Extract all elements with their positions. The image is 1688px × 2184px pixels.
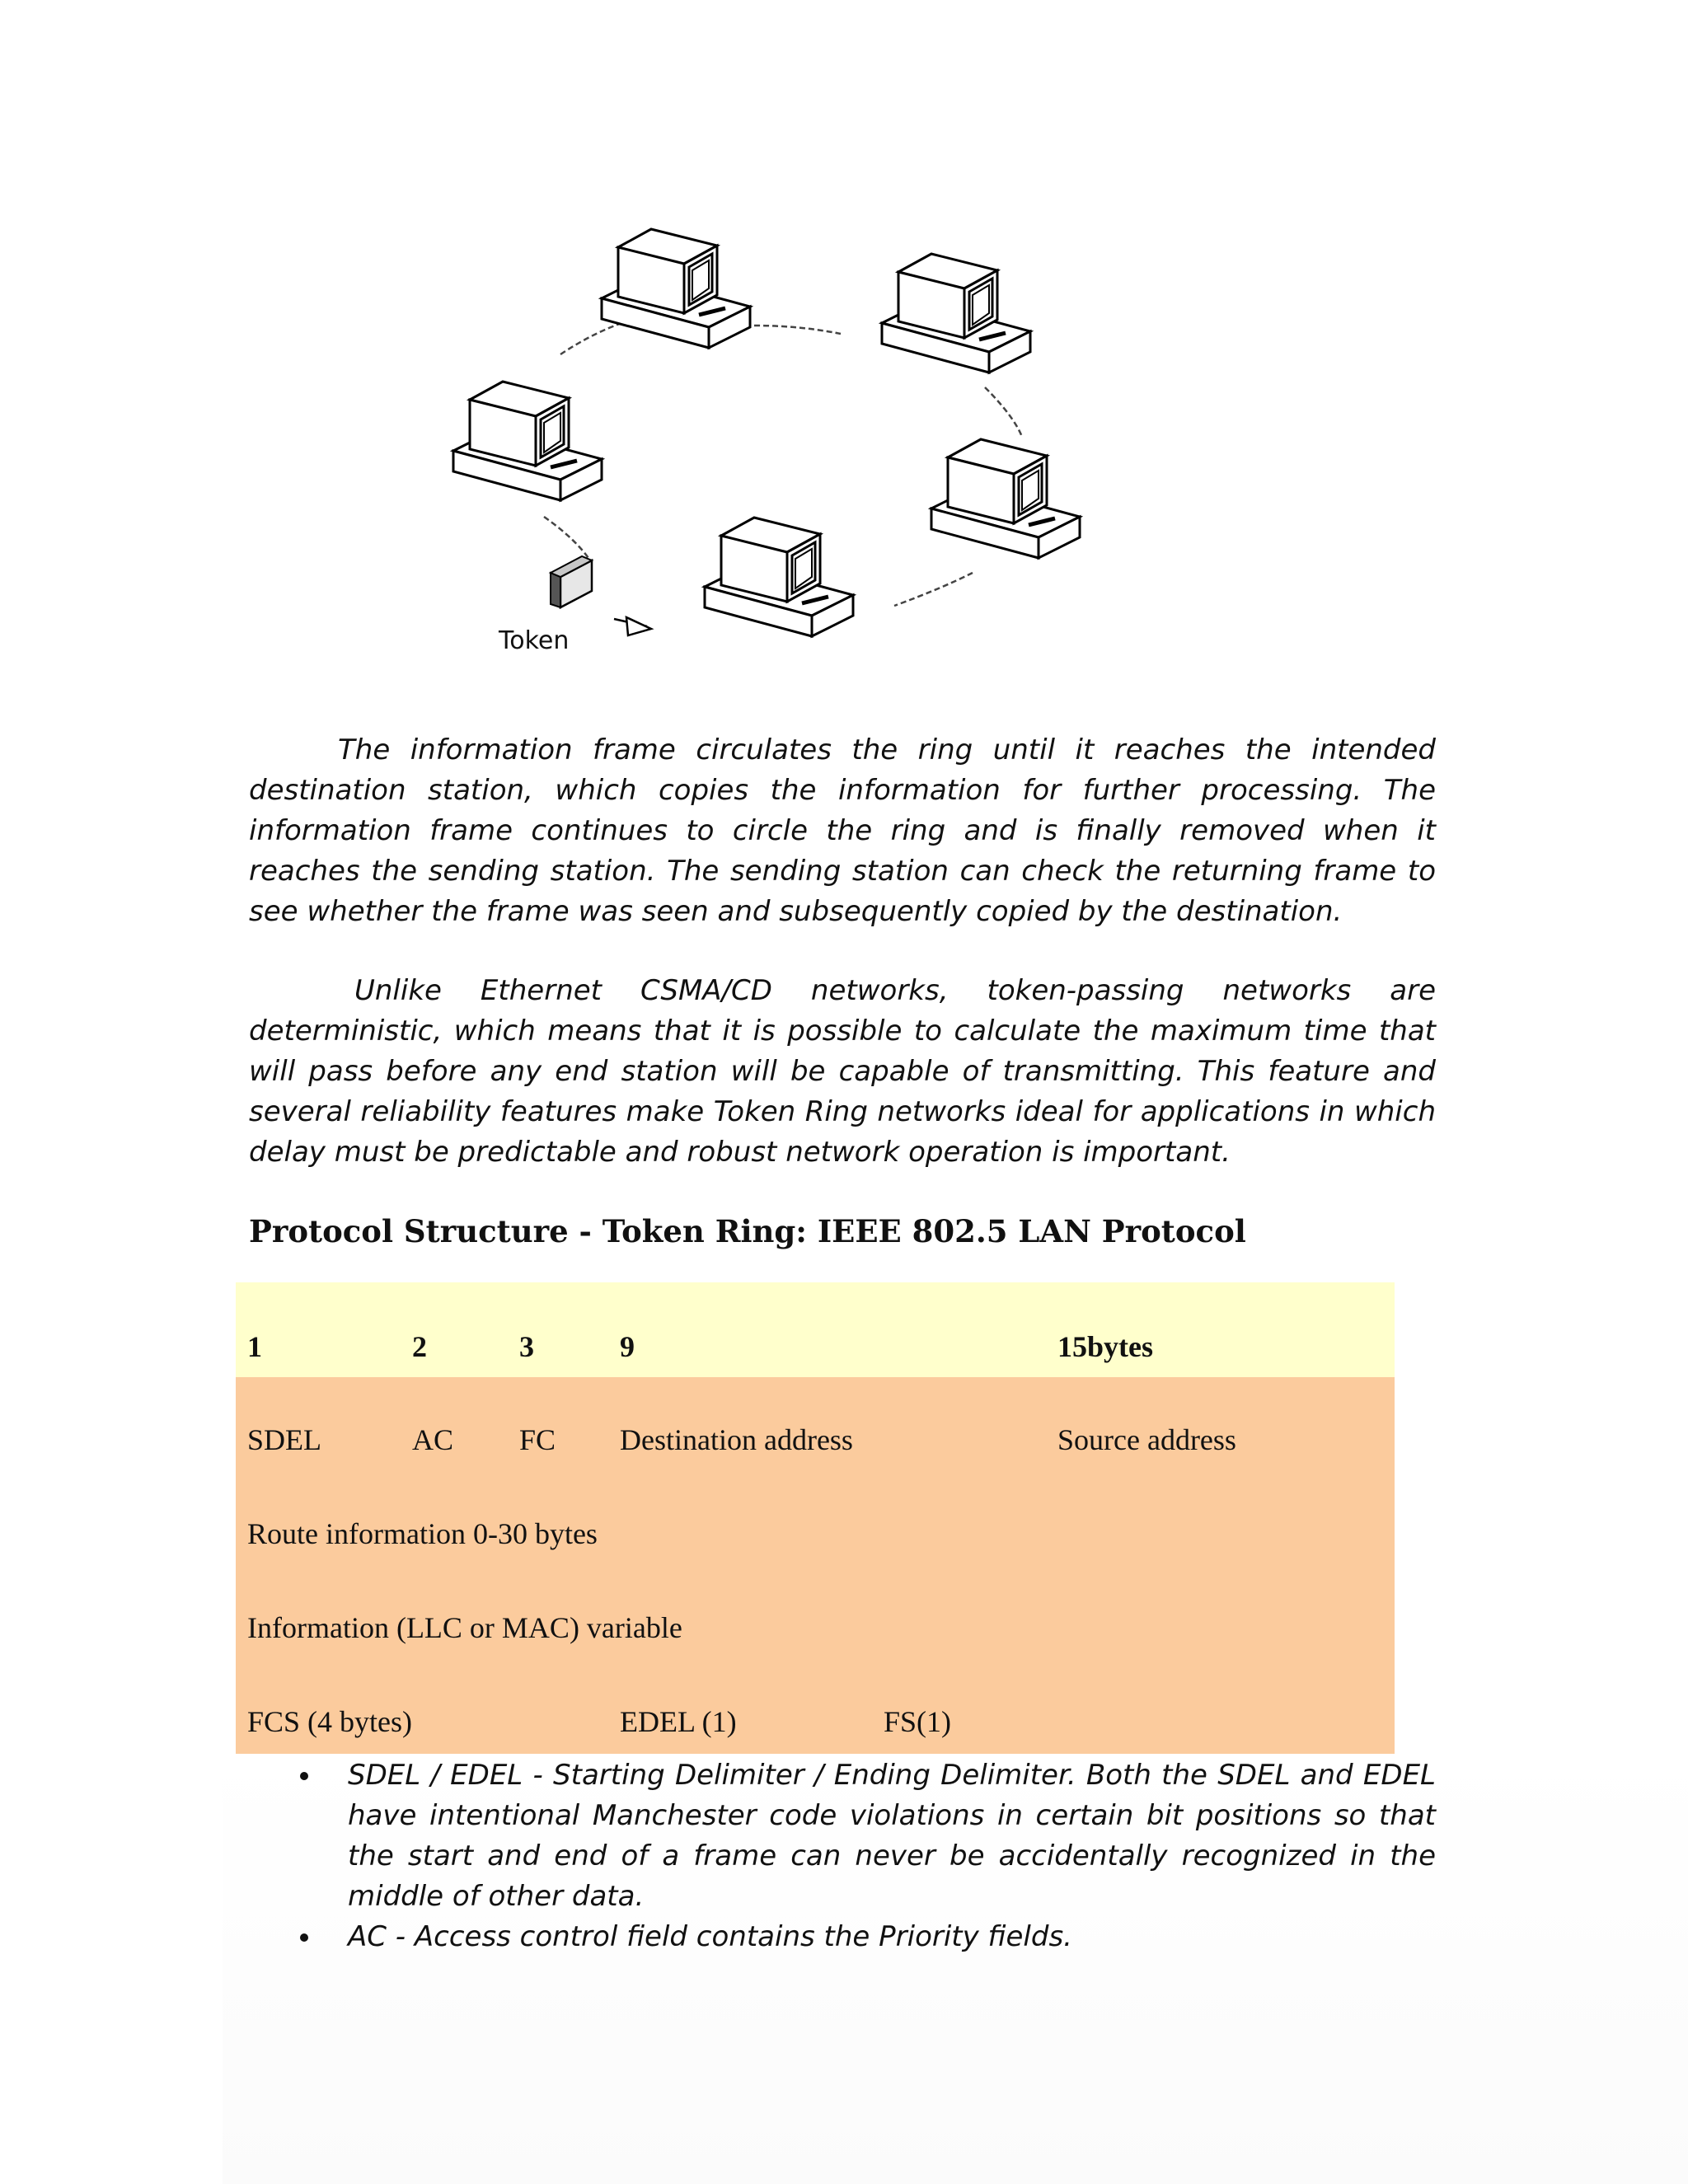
table-header-row — [236, 1282, 1395, 1377]
header-cell-1: 1 — [247, 1330, 262, 1363]
header-cell-2: 2 — [412, 1330, 427, 1363]
token-arrow — [614, 617, 651, 635]
bullet-icon — [300, 1772, 308, 1780]
bullet-icon — [300, 1933, 308, 1942]
cell-edel: EDEL (1) — [620, 1705, 737, 1738]
token-ring-diagram — [445, 210, 1088, 684]
cell-destination-address: Destination address — [620, 1423, 853, 1456]
table-row — [236, 1472, 1395, 1566]
computer-top-left — [602, 229, 750, 348]
paragraph-deterministic: Unlike Ethernet CSMA/CD networks, token-passing networks are deterministic, which means that it is possible to calculate the maximum time that will pass before any end station will be capable of transmitting. This feature and several reliability features make Token Ring networks ideal for applications in which delay must be predictable and robust network operation is important. — [249, 974, 1436, 1169]
cell-fcs: FCS (4 bytes) — [247, 1705, 413, 1738]
header-cell-5: 15bytes — [1057, 1330, 1153, 1363]
cell-information: Information (LLC or MAC) variable — [247, 1611, 682, 1644]
cell-sdel: SDEL — [247, 1423, 321, 1456]
computer-bottom — [705, 518, 853, 636]
list-item — [249, 1755, 1436, 1917]
table-row — [236, 1660, 1395, 1754]
cell-ac: AC — [412, 1423, 454, 1456]
paragraph-frame-circulation: The information frame circulates the ring until it reaches the intended destination station, which copies the information for further processing. The information frame continues to circle the ring and is finally removed when it reaches the sending station. The sending station can check the returning frame to see whether the frame was seen and subsequently copied by the destination. — [249, 733, 1436, 928]
cell-fc: FC — [519, 1423, 556, 1456]
token-block — [551, 556, 592, 607]
header-cell-3: 3 — [519, 1330, 534, 1363]
table-row — [236, 1377, 1395, 1472]
computer-left — [453, 382, 602, 500]
bullet-text-sdel-edel: SDEL / EDEL - Starting Delimiter / Ending Delimiter. Both the SDEL and EDEL have intentional Manchester code violations in certain bit positions so that the start and end of a frame can never be accidentally recognized in the middle of other data. — [348, 1759, 1436, 1913]
section-heading: Protocol Structure - Token Ring: IEEE 802.5 LAN Protocol — [249, 1213, 1246, 1249]
cell-route-information: Route information 0-30 bytes — [247, 1517, 598, 1550]
header-cell-4: 9 — [620, 1330, 635, 1363]
computer-right — [931, 439, 1080, 558]
cell-fs: FS(1) — [884, 1705, 952, 1738]
cell-source-address: Source address — [1057, 1423, 1236, 1456]
field-description-list — [249, 1755, 1436, 1957]
computer-top-right — [882, 254, 1030, 373]
protocol-structure-table — [236, 1282, 1395, 1754]
table-row — [236, 1566, 1395, 1660]
token-label: Token — [499, 626, 570, 655]
list-item — [249, 1917, 1436, 1957]
bullet-text-ac: AC - Access control field contains the Priority fields. — [348, 1920, 1072, 1953]
